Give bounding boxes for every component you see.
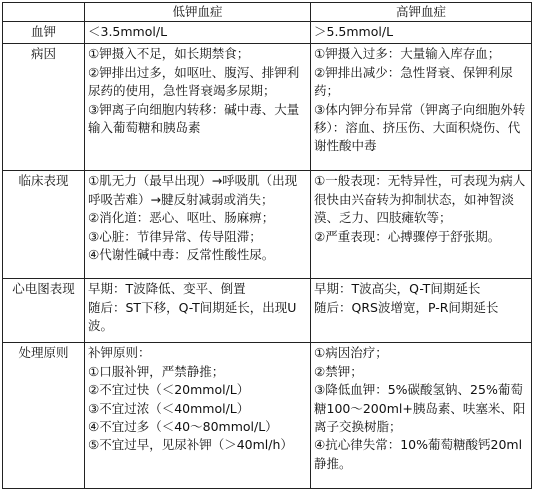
cell-line: ＜3.5mmol/L <box>88 24 168 40</box>
cell-line: ＞5.5mmol/L <box>314 24 394 40</box>
cell-line: ③心脏：节律异常、传导阻滞； <box>88 228 262 244</box>
cell-hyperkalemia <box>311 279 532 343</box>
cell-hyperkalemia <box>311 44 532 171</box>
table-row <box>3 171 532 279</box>
header-corner <box>3 3 85 22</box>
cell-line: ③降低血钾：5%碳酸氢钠、25%葡萄糖100～200ml+胰岛素、呋塞米、阳离子交换树脂； <box>314 382 526 435</box>
cell-hypokalemia <box>85 279 311 343</box>
cell-line: ②消化道：恶心、呕吐、肠麻痹； <box>88 210 275 226</box>
table-row <box>3 343 532 489</box>
cell-line: 补钾原则： <box>88 345 151 361</box>
row-label: 处理原则 <box>3 343 85 489</box>
cell-line: ②钾排出过多，如呕吐、腹泻、排钾利尿药的使用，急性肾衰竭多尿期； <box>88 64 300 99</box>
cell-line: ③不宜过浓（＜40mmol/L） <box>88 400 250 416</box>
cell-hypokalemia <box>85 343 311 489</box>
header-hypokalemia: 低钾血症 <box>85 3 311 22</box>
cell-line: ④代谢性碱中毒：反常性酸性尿。 <box>88 247 275 263</box>
cell-line: 随后：ST下移，Q-T间期延长，出现U波。 <box>88 299 297 334</box>
cell-line: ①钾摄入不足，如长期禁食； <box>88 46 250 62</box>
cell-line: ②禁钾； <box>314 363 363 379</box>
cell-hypokalemia <box>85 44 311 171</box>
row-label: 血钾 <box>3 22 85 44</box>
cell-hyperkalemia <box>311 343 532 489</box>
cell-line: ②严重表现：心搏骤停于舒张期。 <box>314 228 501 244</box>
row-label: 临床表现 <box>3 171 85 279</box>
header-hyperkalemia: 高钾血症 <box>311 3 532 22</box>
cell-line: ①钾摄入过多：大量输入库存血； <box>314 46 501 62</box>
cell-line: ①口服补钾，严禁静推； <box>88 363 225 379</box>
row-label: 心电图表现 <box>3 279 85 343</box>
cell-line: 早期：T波高尖，Q-T间期延长 <box>314 281 481 297</box>
potassium-comparison-table <box>2 2 532 489</box>
table-row <box>3 279 532 343</box>
header-row <box>3 3 532 22</box>
cell-line: ②不宜过快（＜20mmol/L） <box>88 382 250 398</box>
cell-line: 随后：QRS波增宽，P-R间期延长 <box>314 299 499 315</box>
cell-hyperkalemia <box>311 171 532 279</box>
cell-line: ④抗心律失常：10%葡萄糖酸钙20ml静推。 <box>314 437 523 471</box>
table-row <box>3 44 532 171</box>
cell-hypokalemia <box>85 22 311 44</box>
cell-hypokalemia <box>85 171 311 279</box>
cell-line: ④不宜过多（＜40～80mmol/L） <box>88 419 278 435</box>
table-row <box>3 22 532 44</box>
cell-line: ①一般表现：无特异性，可表现为病人很快由兴奋转为抑制状态，如神智淡漠、乏力、四肢瘫软等； <box>314 173 526 226</box>
row-label: 病因 <box>3 44 85 171</box>
cell-line: ③钾离子向细胞内转移：碱中毒、大量输入葡萄糖和胰岛素 <box>88 101 300 136</box>
cell-line: ①病因治疗； <box>314 345 388 361</box>
cell-line: 早期：T波降低、变平、倒置 <box>88 281 246 297</box>
cell-line: ③体内钾分布异常（钾离子向细胞外转移）：溶血、挤压伤、大面积烧伤、代谢性酸中毒 <box>314 101 526 154</box>
cell-line: ②钾排出减少：急性肾衰、保钾利尿药； <box>314 64 513 99</box>
cell-hyperkalemia <box>311 22 532 44</box>
cell-line: ⑤不宜过早，见尿补钾（＞40ml/h） <box>88 437 293 453</box>
cell-line: ①肌无力（最早出现）→呼吸肌（出现呼吸苦难）→腱反射减弱或消失； <box>88 173 298 207</box>
